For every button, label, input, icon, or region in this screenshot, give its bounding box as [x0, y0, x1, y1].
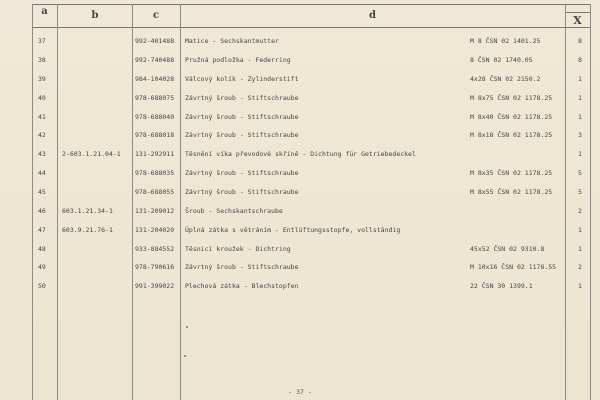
- header-col-d: d: [369, 9, 376, 21]
- part-quantity: 1: [578, 282, 582, 291]
- part-number: 992-401488: [135, 37, 175, 46]
- part-standard: [470, 202, 570, 221]
- drawing-number: [62, 164, 132, 183]
- drawing-number: [62, 258, 132, 277]
- table-row: [0, 221, 600, 240]
- part-quantity: 1: [578, 113, 582, 122]
- part-description: Závrtný šroub - Stiftschraube: [185, 188, 299, 197]
- part-standard: M 8x55 ČSN 02 1178.25: [470, 188, 553, 197]
- part-number: 978-688018: [135, 131, 175, 140]
- part-standard: M 8x18 ČSN 02 1178.25: [470, 131, 553, 140]
- drawing-number: [62, 51, 132, 70]
- part-number: 978-688055: [135, 188, 175, 197]
- header-col-b: b: [91, 9, 99, 21]
- row-number: 48: [38, 245, 46, 254]
- table-row: [0, 202, 600, 221]
- row-number: 42: [38, 131, 46, 140]
- part-standard: M 8 ČSN 02 1401.25: [470, 37, 541, 46]
- speck-mark: [184, 355, 186, 357]
- part-number: 978-688040: [135, 113, 175, 122]
- table-row: [0, 145, 600, 164]
- table-row: [0, 108, 600, 127]
- row-number: 46: [38, 207, 46, 216]
- part-number: 131-204020: [135, 226, 175, 235]
- part-quantity: 2: [578, 207, 582, 216]
- row-number: 47: [38, 226, 46, 235]
- table-row: [0, 183, 600, 202]
- row-number: 38: [38, 56, 46, 65]
- row-number: 43: [38, 150, 46, 159]
- row-number: 39: [38, 75, 46, 84]
- part-number: 933-884552: [135, 245, 175, 254]
- part-quantity: 1: [578, 245, 582, 254]
- part-quantity: 1: [578, 75, 582, 84]
- part-standard: 8 ČSN 02 1740.05: [470, 56, 533, 65]
- row-number: 49: [38, 263, 46, 272]
- part-quantity: 3: [578, 131, 582, 140]
- header-col-a: a: [41, 5, 48, 17]
- row-number: 41: [38, 113, 46, 122]
- part-number: 992-740488: [135, 56, 175, 65]
- drawing-number: [62, 108, 132, 127]
- part-standard: M 10x16 ČSN 02 1178.55: [470, 263, 557, 272]
- part-description: Závrtný šroub - Stiftschraube: [185, 94, 299, 103]
- drawing-number: [62, 126, 132, 145]
- part-number: 984-104028: [135, 75, 175, 84]
- part-description: Těsnění víka převodové skříně - Dichtung für Getriebedeckel: [185, 150, 416, 159]
- part-quantity: 1: [578, 150, 582, 159]
- drawing-number: [62, 183, 132, 202]
- page-number: - 37 -: [288, 388, 312, 396]
- part-standard: [470, 221, 570, 240]
- row-number: 50: [38, 282, 46, 291]
- part-quantity: 1: [578, 94, 582, 103]
- part-standard: M 8x40 ČSN 02 1178.25: [470, 113, 553, 122]
- part-number: 978-790616: [135, 263, 175, 272]
- row-number: 37: [38, 37, 46, 46]
- part-quantity: 8: [578, 56, 582, 65]
- part-description: Plechová zátka - Blechstopfen: [185, 282, 299, 291]
- table-row: [0, 277, 600, 296]
- drawing-number: [62, 70, 132, 89]
- part-description: Válcový kolík - Zylinderstift: [185, 75, 299, 84]
- header-col-c: c: [152, 9, 160, 21]
- part-description: Úplná zátka s větráním - Entlüftungsstopfe, vollständig: [185, 226, 401, 235]
- part-quantity: 8: [578, 37, 582, 46]
- part-quantity: 5: [578, 169, 582, 178]
- part-description: Matice - Sechskantmutter: [185, 37, 279, 46]
- part-description: Těsnicí kroužek - Dichtring: [185, 245, 291, 254]
- table-row: [0, 240, 600, 259]
- drawing-number: 603.9.21.76-1: [62, 226, 113, 235]
- part-description: Šroub - Sechskantschraube: [185, 207, 283, 216]
- part-standard: M 8x75 ČSN 02 1178.25: [470, 94, 553, 103]
- drawing-number: 603.1.21.34-1: [62, 207, 113, 216]
- table-row: [0, 32, 600, 51]
- table-row: [0, 164, 600, 183]
- part-description: Závrtný šroub - Stiftschraube: [185, 263, 299, 272]
- part-number: 978-688035: [135, 169, 175, 178]
- part-standard: 4x28 ČSN 02 2150.2: [470, 75, 541, 84]
- row-number: 45: [38, 188, 46, 197]
- drawing-number: [62, 89, 132, 108]
- drawing-number: [62, 32, 132, 51]
- speck-mark: [186, 326, 188, 328]
- part-description: Pružná podložka - Federring: [185, 56, 291, 65]
- header-col-x: X: [565, 12, 590, 27]
- part-description: Závrtný šroub - Stiftschraube: [185, 113, 299, 122]
- row-number: 44: [38, 169, 46, 178]
- part-description: Závrtný šroub - Stiftschraube: [185, 131, 299, 140]
- table-row: [0, 258, 600, 277]
- part-quantity: 2: [578, 263, 582, 272]
- drawing-number: [62, 240, 132, 259]
- table-row: [0, 126, 600, 145]
- drawing-number: [62, 277, 132, 296]
- part-number: 131-292911: [135, 150, 175, 159]
- table-row: [0, 89, 600, 108]
- drawing-number: 2-603.1.21.04-1: [62, 150, 121, 159]
- part-quantity: 5: [578, 188, 582, 197]
- part-quantity: 1: [578, 226, 582, 235]
- part-standard: [470, 145, 570, 164]
- part-description: Závrtný šroub - Stiftschraube: [185, 169, 299, 178]
- part-number: 978-688075: [135, 94, 175, 103]
- part-number: 991-399022: [135, 282, 175, 291]
- part-standard: M 8x35 ČSN 02 1178.25: [470, 169, 553, 178]
- row-number: 40: [38, 94, 46, 103]
- part-number: 131-209012: [135, 207, 175, 216]
- table-row: [0, 51, 600, 70]
- table-row: [0, 70, 600, 89]
- part-standard: 22 ČSN 30 1399.1: [470, 282, 533, 291]
- part-standard: 45x52 ČSN 02 9310.8: [470, 245, 545, 254]
